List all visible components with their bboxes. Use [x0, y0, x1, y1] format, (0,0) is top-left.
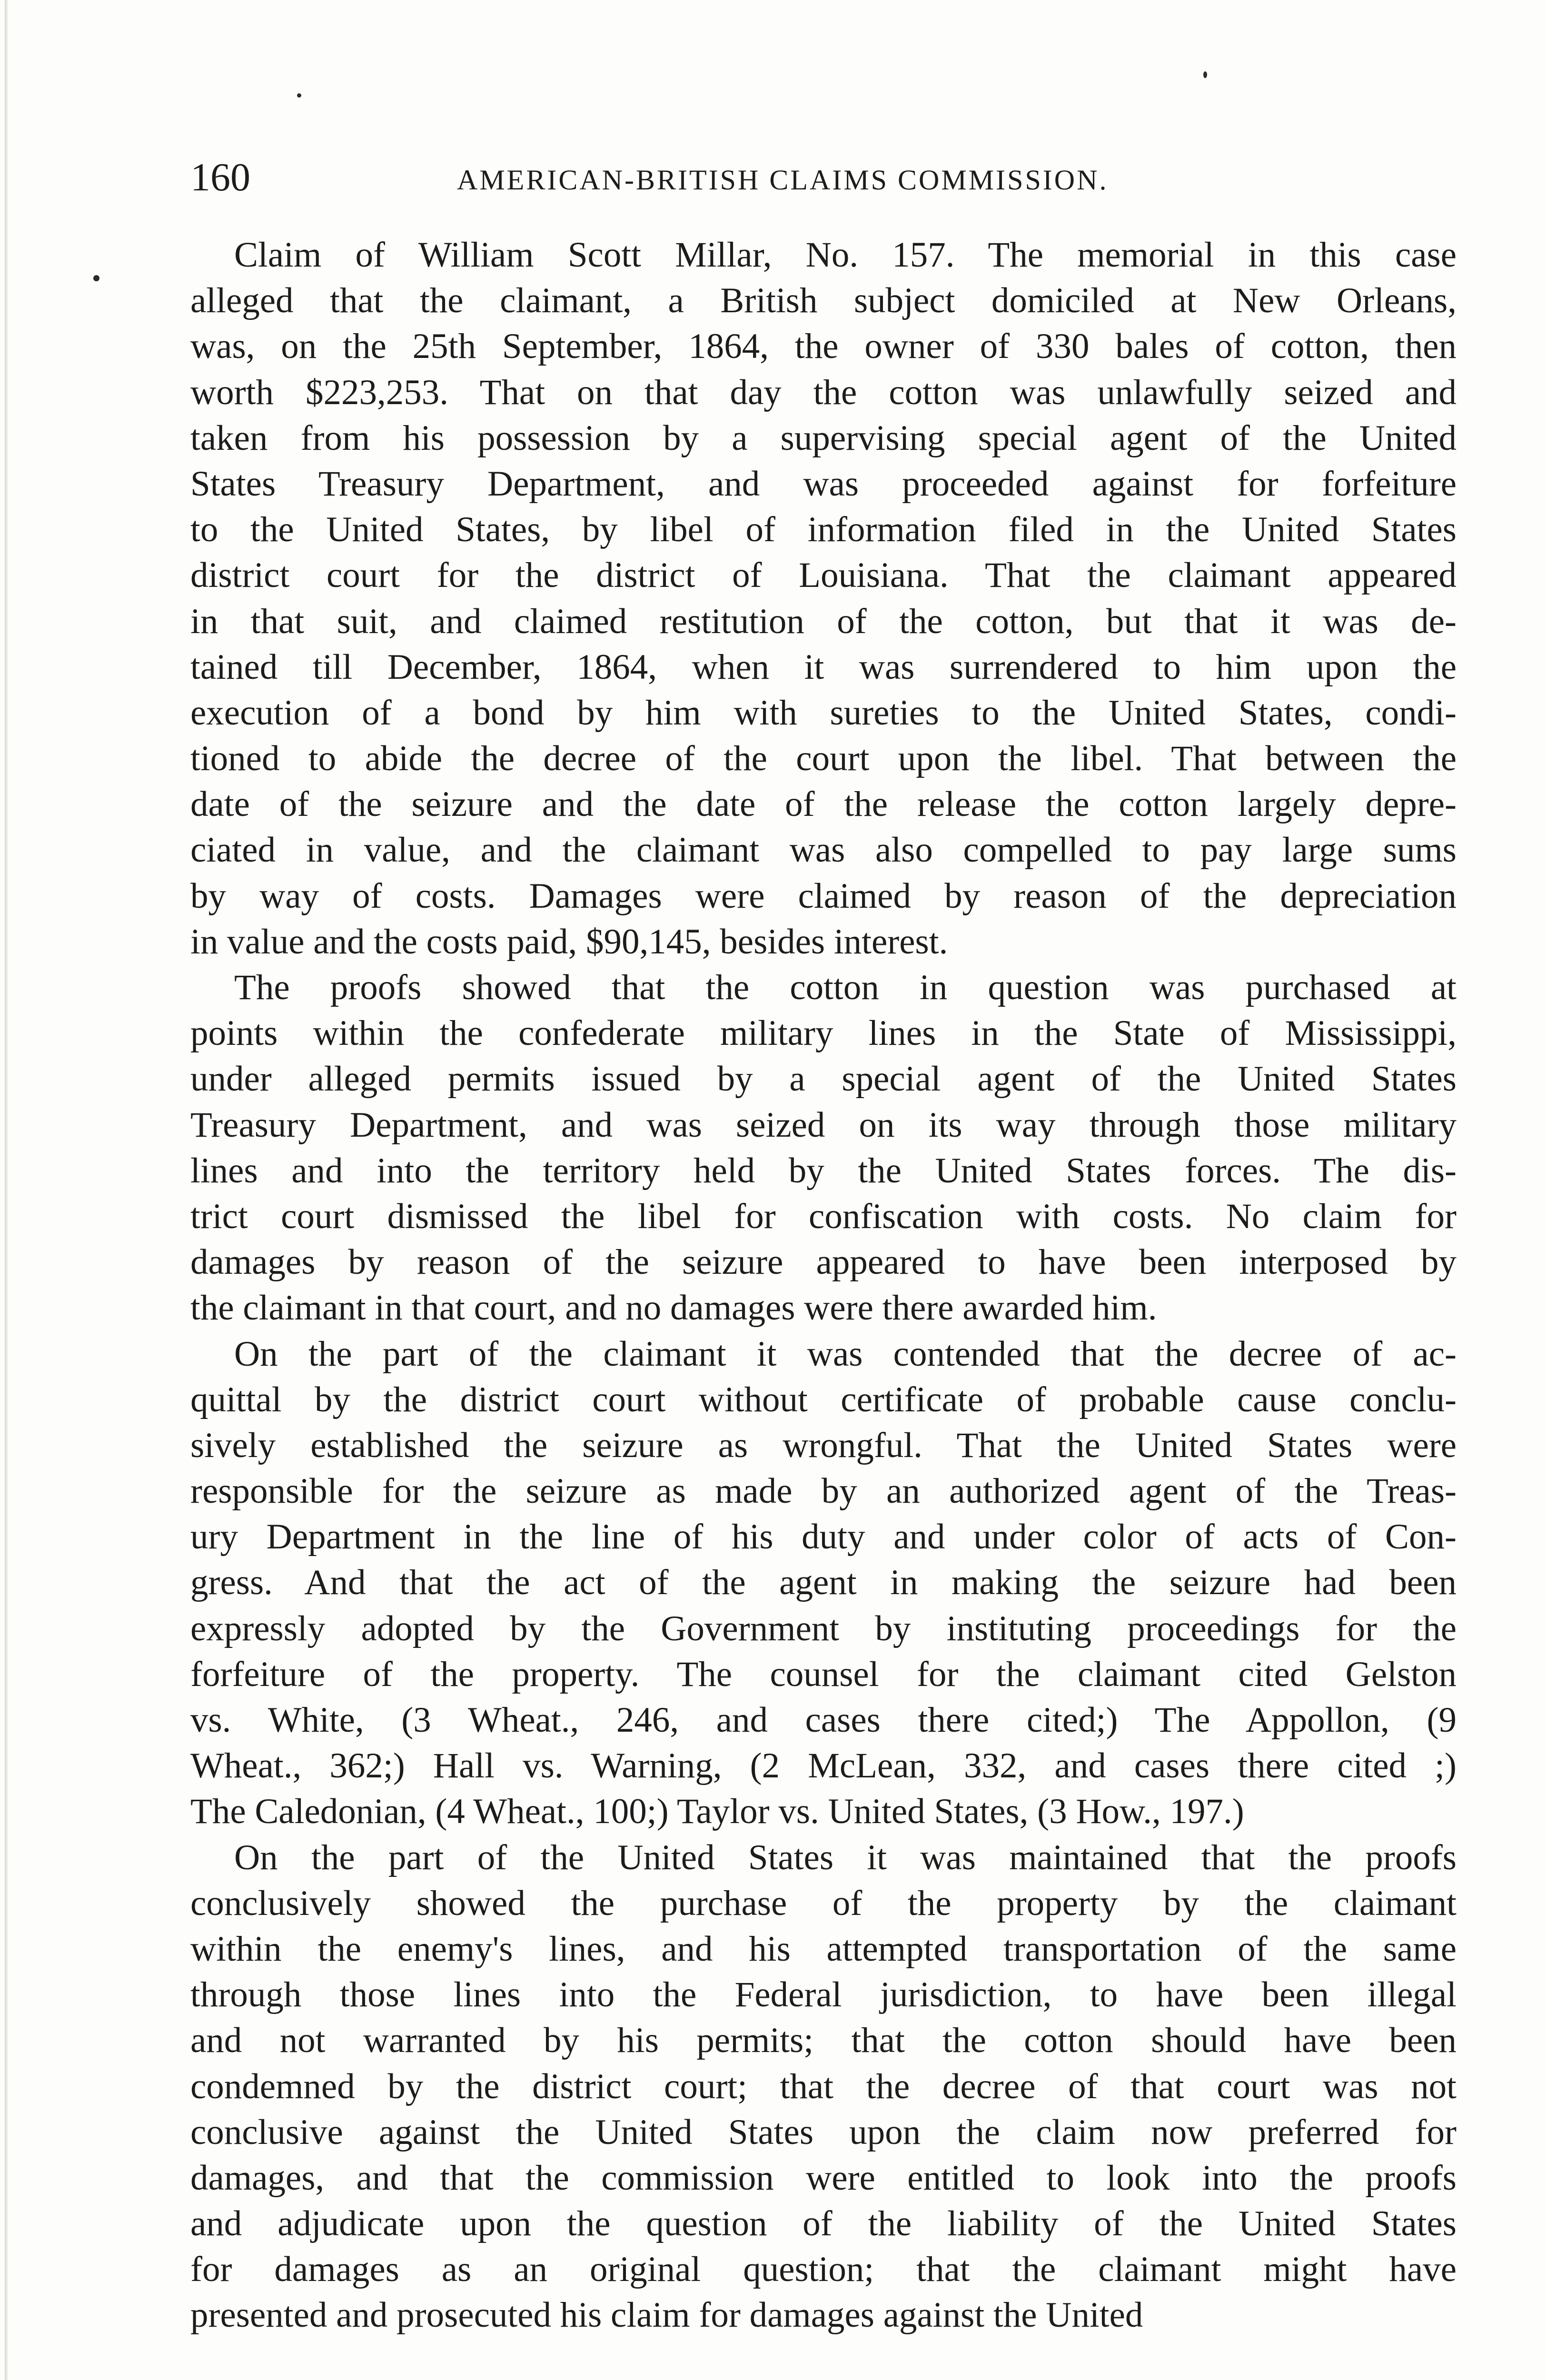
- text-line: under alleged permits issued by a special agent of the United States: [190, 1059, 1457, 1099]
- text-line: quittal by the district court without certificate of probable cause conclu-: [190, 1379, 1457, 1419]
- text-line: in value and the costs paid, $90,145, besides interest.: [190, 922, 948, 962]
- paragraph: [190, 1835, 1457, 2339]
- text-line: taken from his possession by a supervising special agent of the United: [190, 418, 1457, 458]
- text-line: points within the confederate military lines in the State of Mississippi,: [190, 1013, 1457, 1053]
- text-line: forfeiture of the property. The counsel for the claimant cited Gelston: [190, 1654, 1457, 1694]
- text-line: tioned to abide the decree of the court upon the libel. That between the: [190, 739, 1457, 779]
- text-line: by way of costs. Damages were claimed by reason of the depreciation: [190, 876, 1457, 916]
- text-line: was, on the 25th September, 1864, the owner of 330 bales of cotton, then: [190, 327, 1457, 367]
- text-line: On the part of the claimant it was contended that the decree of ac-: [234, 1334, 1457, 1374]
- text-line: The Caledonian, (4 Wheat., 100;) Taylor vs. United States, (3 How., 197.): [190, 1792, 1244, 1832]
- text-line: damages, and that the commission were entitled to look into the proofs: [190, 2158, 1457, 2198]
- text-line: ury Department in the line of his duty and under color of acts of Con-: [190, 1517, 1457, 1557]
- text-line: and not warranted by his permits; that the cotton should have been: [190, 2021, 1457, 2061]
- page-edge-shadow: [5, 0, 8, 2380]
- text-line: On the part of the United States it was maintained that the proofs: [234, 1837, 1457, 1877]
- body-text: [190, 232, 1457, 2339]
- text-line: execution of a bond by him with sureties to the United States, condi-: [190, 693, 1457, 733]
- ink-speck: [1203, 71, 1207, 78]
- running-title: AMERICAN-BRITISH CLAIMS COMMISSION.: [457, 164, 1109, 196]
- text-line: lines and into the territory held by the United States forces. The dis-: [190, 1150, 1457, 1190]
- page-header: [190, 151, 1457, 204]
- text-line: expressly adopted by the Government by instituting proceedings for the: [190, 1608, 1457, 1648]
- text-line: alleged that the claimant, a British subject domiciled at New Orleans,: [190, 281, 1457, 321]
- text-line: worth $223,253. That on that day the cotton was unlawfully seized and: [190, 372, 1457, 412]
- paragraph: [190, 1331, 1457, 1835]
- paragraph: [190, 965, 1457, 1331]
- text-line: conclusive against the United States upon the claim now preferred for: [190, 2112, 1457, 2152]
- text-line: condemned by the district court; that the decree of that court was not: [190, 2066, 1457, 2106]
- text-line: vs. White, (3 Wheat., 246, and cases there cited;) The Appollon, (9: [190, 1700, 1457, 1740]
- text-line: gress. And that the act of the agent in making the seizure had been: [190, 1563, 1457, 1603]
- page-number: 160: [190, 155, 250, 199]
- text-line: within the enemy's lines, and his attempted transportation of the same: [190, 1929, 1457, 1969]
- text-line: Claim of William Scott Millar, No. 157. The memorial in this case: [234, 235, 1457, 275]
- ink-speck: [297, 93, 301, 98]
- text-line: States Treasury Department, and was proceeded against for forfeiture: [190, 464, 1457, 504]
- text-line: sively established the seizure as wrongful. That the United States were: [190, 1425, 1457, 1465]
- text-line: through those lines into the Federal jurisdiction, to have been illegal: [190, 1975, 1457, 2015]
- text-line: Treasury Department, and was seized on its way through those military: [190, 1105, 1457, 1145]
- text-line: the claimant in that court, and no damages were there awarded him.: [190, 1288, 1157, 1328]
- text-line: tained till December, 1864, when it was surrendered to him upon the: [190, 647, 1457, 687]
- text-line: The proofs showed that the cotton in question was purchased at: [234, 968, 1457, 1007]
- text-line: for damages as an original question; that the claimant might have: [190, 2250, 1457, 2290]
- text-line: in that suit, and claimed restitution of the cotton, but that it was de-: [190, 601, 1457, 641]
- ink-speck: [93, 275, 99, 281]
- text-line: ciated in value, and the claimant was also compelled to pay large sums: [190, 830, 1457, 870]
- text-line: responsible for the seizure as made by an authorized agent of the Treas-: [190, 1471, 1457, 1511]
- text-line: conclusively showed the purchase of the property by the claimant: [190, 1883, 1457, 1923]
- text-line: damages by reason of the seizure appeared to have been interposed by: [190, 1242, 1457, 1282]
- text-line: district court for the district of Louisiana. That the claimant appeared: [190, 555, 1457, 595]
- text-line: date of the seizure and the date of the release the cotton largely depre-: [190, 784, 1457, 824]
- paragraph: [190, 232, 1457, 965]
- text-line: trict court dismissed the libel for confiscation with costs. No claim for: [190, 1196, 1457, 1236]
- text-line: presented and prosecuted his claim for damages against the United: [190, 2295, 1143, 2335]
- text-line: and adjudicate upon the question of the liability of the United States: [190, 2204, 1457, 2244]
- text-line: to the United States, by libel of information filed in the United States: [190, 510, 1457, 550]
- text-line: Wheat., 362;) Hall vs. Warning, (2 McLean, 332, and cases there cited ;): [190, 1746, 1457, 1786]
